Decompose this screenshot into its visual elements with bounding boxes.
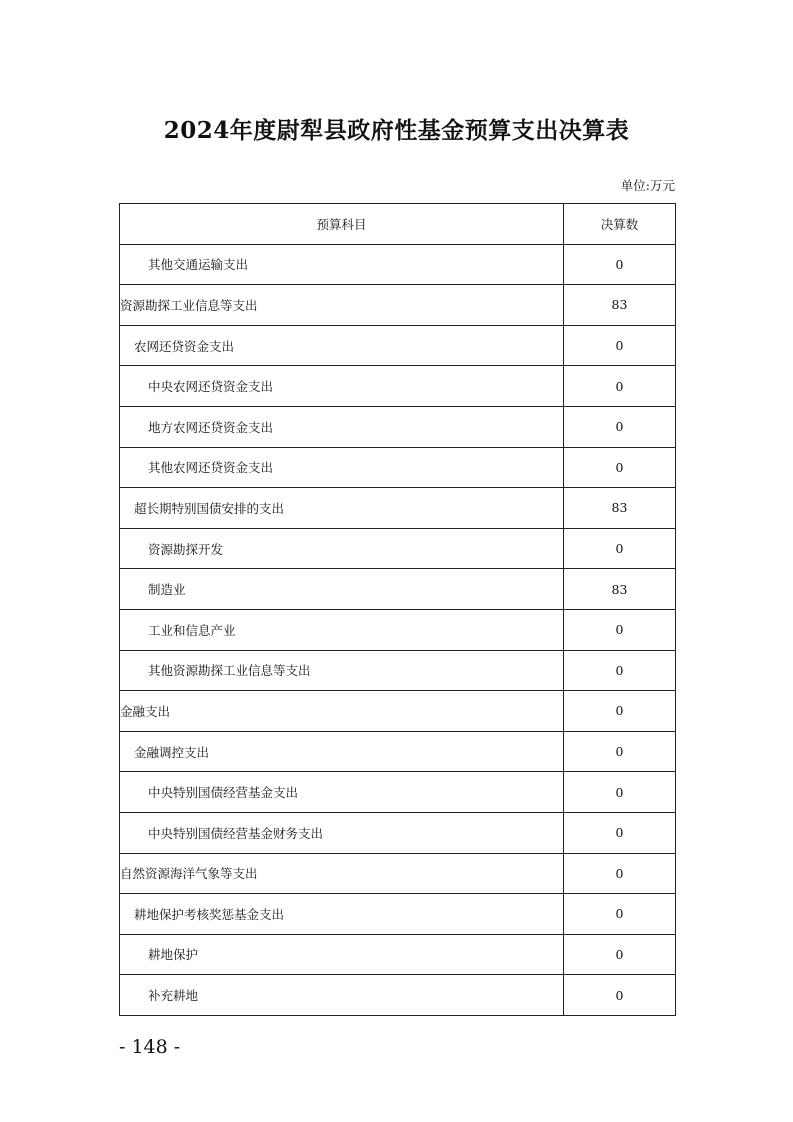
column-header-item: 预算科目: [120, 204, 564, 245]
row-amount: 0: [564, 366, 676, 407]
row-amount: 0: [564, 894, 676, 935]
row-amount: 0: [564, 934, 676, 975]
row-item-name: 制造业: [120, 569, 564, 610]
row-item-name: 工业和信息产业: [120, 609, 564, 650]
row-amount: 0: [564, 447, 676, 488]
table-row: [120, 731, 676, 772]
row-item-name: 中央特别国债经营基金财务支出: [120, 812, 564, 853]
row-amount: 0: [564, 731, 676, 772]
unit-label: 单位:万元: [620, 178, 675, 193]
row-item-name: 金融支出: [120, 691, 564, 732]
row-item-name: 中央特别国债经营基金支出: [120, 772, 564, 813]
row-item-name: 其他交通运输支出: [120, 244, 564, 285]
table-row: [120, 650, 676, 691]
row-item-name: 补充耕地: [120, 975, 564, 1016]
row-item-name: 资源勘探工业信息等支出: [120, 285, 564, 326]
table-row: [120, 488, 676, 529]
table-row: [120, 366, 676, 407]
row-amount: 0: [564, 528, 676, 569]
table-row: [120, 406, 676, 447]
table-row: [120, 975, 676, 1016]
row-item-name: 中央农网还贷资金支出: [120, 366, 564, 407]
table-row: [120, 772, 676, 813]
row-amount: 0: [564, 406, 676, 447]
table-row: [120, 691, 676, 732]
table-header-row: [120, 204, 676, 245]
row-amount: 83: [564, 569, 676, 610]
table-row: [120, 447, 676, 488]
table-row: [120, 853, 676, 894]
row-amount: 83: [564, 488, 676, 529]
row-item-name: 耕地保护考核奖惩基金支出: [120, 894, 564, 935]
row-item-name: 自然资源海洋气象等支出: [120, 853, 564, 894]
row-item-name: 其他资源勘探工业信息等支出: [120, 650, 564, 691]
column-header-amount: 决算数: [564, 204, 676, 245]
row-item-name: 农网还贷资金支出: [120, 325, 564, 366]
table-row: [120, 894, 676, 935]
row-item-name: 金融调控支出: [120, 731, 564, 772]
row-amount: 0: [564, 772, 676, 813]
row-amount: 0: [564, 325, 676, 366]
row-amount: 0: [564, 812, 676, 853]
page-number: - 148 -: [119, 1036, 181, 1058]
table-body: [120, 244, 676, 1015]
table-row: [120, 285, 676, 326]
page-title: 2024年度尉犁县政府性基金预算支出决算表: [163, 117, 630, 144]
row-item-name: 耕地保护: [120, 934, 564, 975]
row-item-name: 资源勘探开发: [120, 528, 564, 569]
row-amount: 0: [564, 650, 676, 691]
row-amount: 0: [564, 975, 676, 1016]
table-row: [120, 609, 676, 650]
row-item-name: 超长期特别国债安排的支出: [120, 488, 564, 529]
budget-expenditure-table: [119, 203, 676, 1016]
table-row: [120, 325, 676, 366]
table-row: [120, 934, 676, 975]
table-row: [120, 812, 676, 853]
row-amount: 83: [564, 285, 676, 326]
table-row: [120, 244, 676, 285]
row-amount: 0: [564, 244, 676, 285]
row-item-name: 地方农网还贷资金支出: [120, 406, 564, 447]
table-row: [120, 528, 676, 569]
row-amount: 0: [564, 853, 676, 894]
row-item-name: 其他农网还贷资金支出: [120, 447, 564, 488]
row-amount: 0: [564, 691, 676, 732]
row-amount: 0: [564, 609, 676, 650]
table-row: [120, 569, 676, 610]
